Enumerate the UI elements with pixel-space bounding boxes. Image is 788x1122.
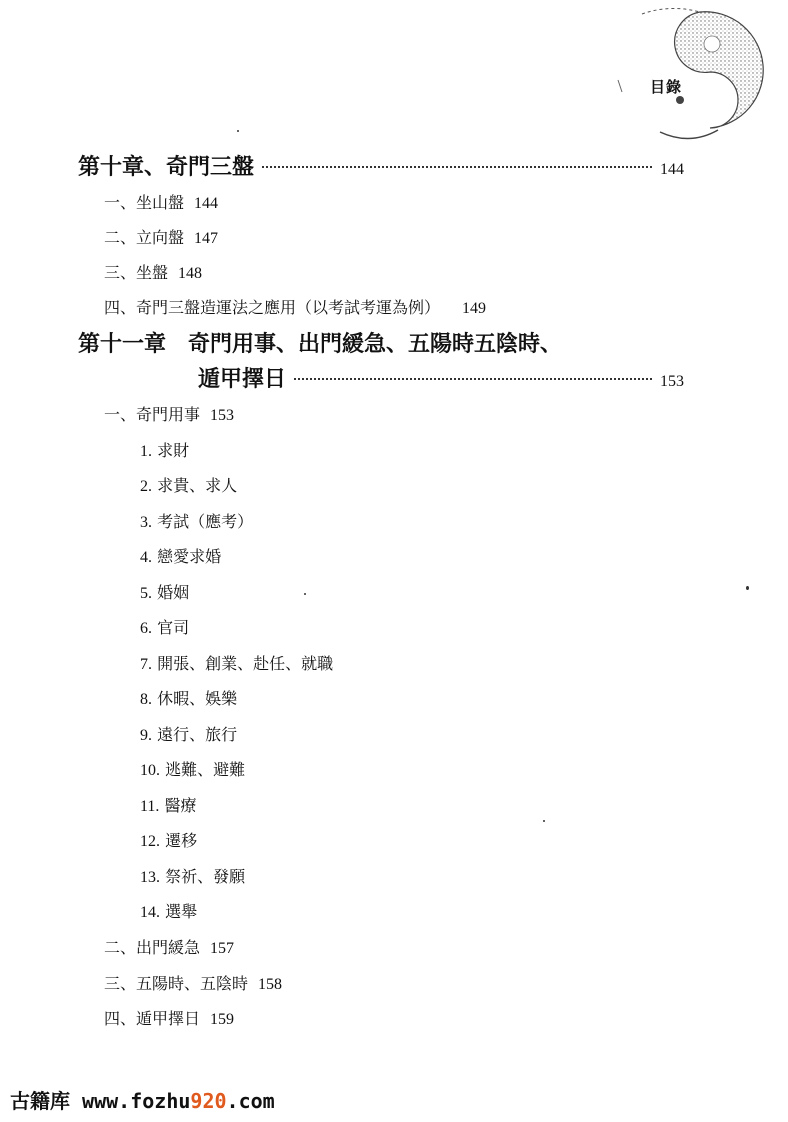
item-number: 6. [140, 620, 152, 637]
item-number: 11. [140, 798, 160, 815]
list-item [140, 828, 197, 851]
page-number: 148 [178, 265, 203, 282]
item-label: 婚姻 [157, 583, 190, 602]
item-label: 戀愛求婚 [157, 547, 222, 566]
chapter-title-line2: 遁甲擇日 [198, 367, 287, 392]
list-item [140, 544, 221, 567]
page-number: 144 [660, 161, 684, 178]
section-row [104, 260, 202, 283]
page-number: 158 [258, 976, 283, 993]
list-item [140, 615, 189, 638]
item-label: 逃難、避難 [165, 760, 246, 779]
section-row [104, 225, 218, 248]
list-item [140, 899, 197, 922]
section-label: 四、奇門三盤造運法之應用（以考試考運為例） [104, 298, 441, 317]
section-label: 一、奇門用事 [104, 405, 201, 424]
section-label: 一、坐山盤 [104, 193, 185, 212]
item-label: 休暇、娛樂 [157, 689, 238, 708]
item-number: 7. [140, 656, 152, 673]
item-number: 4. [140, 549, 152, 566]
chapter-title: 第十章、奇門三盤 [78, 155, 255, 180]
item-number: 12. [140, 833, 160, 850]
item-number: 9. [140, 727, 152, 744]
taiji-icon [600, 0, 788, 150]
page-number: 153 [660, 373, 684, 390]
scan-speck [746, 586, 749, 590]
chapter-11-row [198, 362, 684, 393]
section-label: 三、坐盤 [104, 263, 169, 282]
list-item [140, 757, 245, 780]
list-item [140, 509, 253, 532]
scan-speck [543, 820, 545, 822]
item-label: 遷移 [165, 831, 198, 850]
list-item [140, 722, 237, 745]
section-row [104, 971, 282, 994]
page-header-title: 目錄 [650, 78, 683, 96]
item-label: 祭祈、發願 [165, 867, 246, 886]
item-label: 醫療 [164, 796, 197, 815]
item-label: 開張、創業、赴任、就職 [157, 654, 334, 673]
page-number: 159 [210, 1011, 235, 1028]
list-item [140, 686, 237, 709]
scan-speck [304, 593, 306, 595]
section-row [104, 295, 486, 318]
section-label: 二、立向盤 [104, 228, 185, 247]
item-number: 5. [140, 585, 152, 602]
item-label: 求財 [157, 441, 190, 460]
chapter-11-title-line1: 第十一章 奇門用事、出門緩急、五陽時五陰時、 [78, 332, 563, 357]
item-label: 官司 [157, 618, 190, 637]
item-number: 14. [140, 904, 160, 921]
list-item [140, 793, 197, 816]
page-number: 147 [194, 230, 219, 247]
list-item [140, 580, 189, 603]
list-item [140, 473, 237, 496]
item-label: 遠行、旅行 [157, 725, 238, 744]
item-number: 2. [140, 478, 152, 495]
item-number: 10. [140, 762, 160, 779]
section-row [104, 935, 234, 958]
section-label: 三、五陽時、五陰時 [104, 974, 249, 993]
watermark-url-prefix: www.fozhu [82, 1089, 191, 1113]
page-number: 144 [194, 195, 219, 212]
item-number: 8. [140, 691, 152, 708]
scan-speck [237, 130, 239, 132]
item-number: 3. [140, 514, 152, 531]
item-label: 求貴、求人 [157, 476, 238, 495]
list-item [140, 438, 189, 461]
page-number: 149 [462, 300, 487, 317]
list-item [140, 864, 245, 887]
watermark-url-highlight: 920 [190, 1089, 227, 1113]
watermark-site-name: 古籍库 [10, 1089, 70, 1113]
chapter-10-row [78, 150, 684, 181]
footer-watermark [10, 1085, 275, 1114]
watermark-url-suffix: .com [226, 1089, 275, 1113]
item-label: 考試（應考） [157, 512, 254, 531]
dot-leader [262, 166, 652, 168]
item-number: 1. [140, 443, 152, 460]
section-row [104, 1006, 234, 1029]
section-label: 四、遁甲擇日 [104, 1009, 201, 1028]
section-row [104, 190, 218, 213]
section-row [104, 402, 234, 425]
item-number: 13. [140, 869, 160, 886]
dot-leader [294, 378, 652, 380]
page-number: 153 [210, 407, 235, 424]
page-number: 157 [210, 940, 235, 957]
list-item [140, 651, 333, 674]
item-label: 選舉 [165, 902, 198, 921]
section-label: 二、出門緩急 [104, 938, 201, 957]
